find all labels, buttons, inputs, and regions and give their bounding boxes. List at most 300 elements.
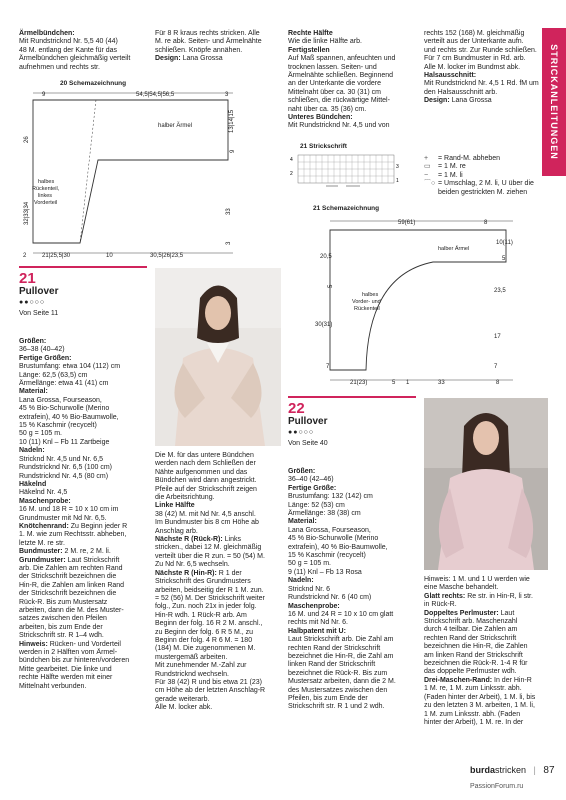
text-line [155, 511, 287, 519]
schematic-20-drawing [18, 75, 268, 265]
dim-label: 30,5|26|23,5 [150, 253, 184, 259]
text-run: Stricknd Nr. 4,5 und Nr. 6,5 [19, 455, 104, 463]
from-page: Von Seite 11 [19, 310, 59, 317]
text-run: verteilt über die R zun. = 50 (54) M. [155, 552, 265, 560]
text-run: bezeichnet die Hin-R, die Zahl am [288, 652, 394, 660]
text-line [288, 544, 420, 552]
text-line [155, 544, 287, 552]
legend-symbol [424, 189, 438, 197]
pattern-22-text [288, 468, 420, 712]
row-label: 3 [396, 164, 399, 171]
pattern-22-header [288, 396, 416, 448]
text-line [288, 569, 420, 577]
schematic-21-drawing [288, 200, 528, 390]
text-run: letzte M. re str. [19, 539, 65, 547]
text-run: am linken Rand der Strickschrift [424, 651, 523, 659]
text-line [424, 643, 548, 651]
text-line [155, 477, 287, 485]
text-run: Im Bundmuster bis 8 cm Höhe ab [155, 519, 259, 527]
text-run: = 52 (56) M. Der Strickschrift weiter [155, 594, 265, 602]
text-run: Brustumfang: 132 (142) cm [288, 493, 373, 501]
text-run: Re str. in Hin-R, li str. [467, 592, 533, 600]
text-run: arbeiten, bis zum Ende der [19, 623, 103, 631]
text-line [19, 388, 151, 396]
text-line [19, 473, 151, 481]
text-run: arbeiten, beidseitig der R 1 M. zun. [155, 586, 264, 594]
legend-item [424, 180, 546, 188]
text-heading: Halsausschnitt: [424, 72, 477, 80]
text-line [19, 55, 149, 63]
dim-label: 10(11) [496, 240, 513, 246]
text-run: 15 % Kaschmir (recycelt) [288, 552, 366, 560]
text-line [19, 430, 151, 438]
text-run: Zu Beginn jeder R [70, 522, 128, 530]
text-line [19, 615, 151, 623]
text-heading: Material: [288, 518, 317, 526]
dim-label: 33 [438, 380, 445, 386]
text-line [424, 89, 544, 97]
text-line [155, 654, 287, 662]
text-run: Lana Grossa, Fourseason, [19, 396, 102, 404]
text-run: (184) M. Die zugenommenen M. [155, 645, 256, 653]
text-run: werden nach dem Schließen der [155, 460, 256, 468]
text-line [288, 55, 418, 63]
text-heading: Größen: [288, 468, 316, 475]
text-line [424, 601, 548, 609]
text-run: den Halsausschnitt arb. [424, 88, 498, 96]
text-run: bezeichnet die Rück-R. Bis zum [288, 669, 388, 677]
text-line [288, 518, 420, 526]
legend-item [424, 189, 546, 197]
text-line [288, 527, 420, 535]
text-run: 36–40 (42–46) [288, 476, 334, 484]
schematic-20-title: 20 Schemazeichnung [60, 80, 127, 87]
text-heading: Nächste R (Hin-R): [155, 569, 219, 577]
legend-symbol: + [424, 155, 429, 162]
text-line [155, 679, 287, 687]
text-line [424, 97, 544, 105]
text-line [424, 30, 544, 38]
text-line [155, 561, 287, 569]
text-line [19, 338, 151, 346]
dim-label: 59(61) [398, 220, 416, 226]
text-run: 50 g = 105 m. [19, 430, 63, 438]
text-run: Mit Rundstricknd Nr. 4,5 und von [288, 122, 390, 130]
text-run: Ärmellänge: etwa 41 (41) cm [19, 380, 109, 388]
text-line [155, 662, 287, 670]
text-heading: Bundmuster: [19, 548, 65, 556]
legend-item [424, 172, 546, 180]
text-line [19, 590, 151, 598]
text-run: Hin-R, die Zahlen am linken Rand [19, 581, 125, 589]
text-line [155, 486, 287, 494]
text-run: M. re abk. Seiten- und Ärmelnähte [155, 38, 262, 46]
text-line [288, 636, 420, 644]
pattern-21-text [19, 338, 151, 691]
text-line [155, 47, 285, 55]
header-rule [19, 266, 147, 268]
text-line [19, 573, 151, 581]
text-line [19, 641, 151, 649]
text-line [19, 565, 151, 573]
text-run: werden in 2 Hälften vom Ärmel- [19, 649, 118, 657]
text-line [424, 677, 548, 685]
legend-text: = Umschlag, 2 M. li, U über die [438, 180, 534, 188]
dim-label: 33 [226, 208, 232, 215]
text-line [155, 570, 287, 578]
text-heading: Hinweis: [19, 640, 50, 648]
dim-label: 8 [496, 380, 500, 386]
text-heading: Nadeln: [19, 447, 45, 455]
finishing-text-20 [155, 30, 285, 64]
text-line [19, 540, 151, 548]
text-line [424, 47, 544, 55]
dim-label: 21|25,5|30 [42, 253, 71, 259]
text-run: Mit Rundstricknd Nr. 5,5 40 (44) [19, 38, 118, 46]
text-line [19, 624, 151, 632]
dim-label: 23,5 [494, 288, 506, 294]
text-run: Rundstricknd Nr. 6,5 (100 cm) [19, 464, 112, 472]
text-heading: Halbpatent mit U: [288, 627, 346, 635]
text-heading: Maschenprobe: [288, 602, 340, 610]
text-heading: Doppeltes Perlmuster: [424, 609, 501, 617]
text-line [19, 666, 151, 674]
text-run: Ärmelbündchen gleichmäßig verteilt [19, 55, 131, 63]
text-heading: Knötchenrand: [19, 522, 71, 530]
text-run: bezeichnen die Hin-R, die Zahlen [424, 643, 528, 651]
text-run: Laut Strickschrift [67, 556, 120, 564]
right-half-text [288, 30, 418, 131]
text-line [288, 38, 418, 46]
sleeve-cuff-text [19, 30, 149, 72]
dim-label: 10 [106, 253, 113, 259]
photo-pullover-21-image [155, 268, 281, 446]
text-line [19, 30, 149, 38]
pattern-title: Pullover [288, 416, 328, 427]
text-run: arbeiten, dann die M. des Muster- [19, 607, 124, 614]
text-run: rechten Rand der Strickschrift [288, 644, 381, 652]
difficulty-rating: ●●○○○ [19, 299, 46, 306]
text-run: folg., Zun. noch 21x in jeder folg. [155, 603, 257, 611]
dim-label: 30(31) [315, 322, 333, 328]
legend-symbol: ⌒○ [424, 180, 436, 188]
sleeve-label: halber Ärmel [438, 246, 470, 252]
text-run: 45 % Bio-Schurwolle (Merino [19, 405, 110, 413]
text-line [424, 652, 548, 660]
text-run: satzes zwischen den Pfeilen [19, 615, 107, 623]
text-run: Für 8 R kraus rechts stricken. Alle [155, 30, 260, 37]
text-run: rechten Rand der Strickschrift [424, 634, 517, 642]
text-run: Alle M. locker abk. [155, 704, 213, 712]
dim-label: 5 [392, 380, 396, 386]
text-run: (Faden hinter der Arbeit), 1 M. li, bis [424, 693, 536, 701]
text-line [288, 80, 418, 88]
text-line [288, 577, 420, 585]
text-line [288, 703, 420, 711]
dim-label: 20,5 [320, 254, 332, 260]
text-line [155, 620, 287, 628]
text-line [288, 645, 420, 653]
text-line [424, 38, 544, 46]
text-line [155, 519, 287, 527]
footer-separator: | [533, 765, 536, 775]
text-run: rechte Hälfte werden mit einer [19, 674, 113, 682]
dim-label: 9 [230, 149, 236, 153]
text-line [155, 603, 287, 611]
section-tab [542, 28, 566, 176]
text-run: eine Masche behandelt. [424, 584, 499, 592]
text-heading: Häkelnd [19, 480, 47, 488]
chart-21-title: 21 Strickschrift [300, 143, 347, 150]
schematic-21-title: 21 Schemazeichnung [313, 205, 380, 212]
sleeve-label: halber Ärmel [158, 123, 193, 129]
text-run: linken Rand der Strickschrift [288, 661, 376, 669]
text-line [288, 114, 418, 122]
text-run: Laut Strickschrift arb. Die Zahl am [288, 636, 394, 644]
text-line [19, 557, 151, 565]
body-label-1: halbes [38, 179, 55, 185]
text-heading: Design: [155, 55, 183, 63]
text-line [155, 460, 287, 468]
from-page: Von Seite 40 [288, 440, 328, 447]
text-line [19, 64, 149, 72]
text-heading: Fertigstellen [288, 46, 330, 54]
text-heading: Nadeln: [288, 577, 314, 585]
text-line [155, 494, 287, 502]
text-heading: Ärmelbündchen: [19, 30, 75, 37]
text-run: arb. Die Zahlen am rechten Rand [19, 564, 123, 572]
text-line [19, 489, 151, 497]
text-line [19, 582, 151, 590]
text-run: des Mustersatzes zwischen den [288, 686, 388, 694]
text-run: Für 7 cm Bundmuster in Rd. arb. [424, 55, 526, 63]
text-run: an der Unterkante die vordere [288, 80, 381, 88]
text-run: rechts mit Nd Nr. 6. [288, 619, 348, 627]
text-heading: Fertige Größen: [19, 354, 72, 362]
text-run: der Strickschrift bezeichnen die [19, 590, 117, 598]
dim-label: 5 [502, 256, 506, 262]
text-run: Ärmellänge: 38 (38) cm [288, 510, 361, 518]
text-line [288, 97, 418, 105]
text-run: bezeichnen die Rück-R. 1-4 R für [424, 660, 528, 668]
text-line [155, 696, 287, 704]
text-run: Rundstricknd Nr. 4,5 (80 cm) [19, 472, 109, 480]
text-line [424, 576, 548, 584]
text-run: gerade weiterarb. [155, 695, 210, 703]
text-heading: Grundmuster: [19, 556, 68, 564]
text-heading: Linke Hälfte [155, 502, 195, 510]
body-label-3: linkes [38, 193, 53, 199]
text-line [288, 695, 420, 703]
text-heading: Nächste R (Rück-R): [155, 536, 225, 544]
chart-21-grid [288, 151, 418, 191]
text-run: Mit Rundstricknd Nr. 4,5 1 Rd. fM um [424, 80, 539, 88]
text-heading: Rechte Hälfte [288, 30, 333, 37]
text-run: 16 M. und 24 R = 10 x 10 cm glatt [288, 610, 394, 618]
body-label-3: Rückenteil [354, 306, 380, 312]
text-line [155, 587, 287, 595]
dim-label: 8 [484, 220, 488, 226]
dim-label: 5 [328, 284, 334, 288]
text-line [288, 485, 420, 493]
text-run: Beginn der folg. 16 R 2 M. anschl., [155, 620, 263, 628]
dim-label: 7 [326, 364, 330, 370]
text-line [424, 719, 548, 727]
text-line [288, 628, 420, 636]
body-label-1: halbes [362, 292, 379, 298]
text-run: Anschlag arb. [155, 527, 198, 535]
pattern-number: 21 [19, 270, 36, 287]
text-run: das doppelte Perlmuster wdh. [424, 668, 517, 676]
text-run: hinter der Arbeit), 1 M. re. In der [424, 718, 524, 726]
legend-symbol: − [424, 171, 429, 179]
text-run: Die M. für das untere Bündchen [155, 452, 254, 459]
text-run: R 1 der [218, 569, 242, 577]
text-line [424, 660, 548, 668]
text-run: Für 38 (42) R und bis etwa 21 (23) [155, 678, 262, 686]
text-line [19, 346, 151, 354]
text-line [288, 653, 420, 661]
body-label-4: Vorderteil [34, 200, 58, 206]
row-label: 4 [290, 157, 293, 164]
text-line [288, 687, 420, 695]
magazine-brand: burdastricken [470, 765, 527, 775]
text-run: Länge: 62,5 (63,5) cm [19, 371, 88, 379]
text-line [19, 363, 151, 371]
section-tab-label: STRICKANLEITUNGEN [549, 44, 560, 160]
header-rule [288, 396, 416, 398]
text-run: Lana Grossa, Fourseason, [288, 526, 371, 534]
text-line [288, 476, 420, 484]
text-run: Hin-R wdh. 1 Rück-R arb. Am [155, 611, 247, 619]
watermark: PassionForum.ru [470, 783, 524, 790]
text-run: verteilt aus der Unterkante aufn. [424, 38, 524, 46]
text-run: Bündchen wird dann angestrickt. [155, 477, 257, 485]
photo-pullover-22-image [424, 398, 548, 570]
difficulty-rating: ●●○○○ [288, 429, 315, 436]
text-heading: Unteres Bündchen: [288, 114, 353, 122]
photo-pullover-21 [155, 268, 281, 446]
text-run: rechts 152 (168) M. gleichmäßig [424, 30, 525, 37]
text-line [19, 447, 151, 455]
text-run: schließen, die rückwärtige Mittel- [288, 97, 390, 105]
text-line [19, 683, 151, 691]
dim-label: 7 [494, 364, 498, 370]
text-run: 45 % Bio-Schurwolle (Merino [288, 535, 379, 543]
text-line [288, 106, 418, 114]
text-line [19, 607, 151, 615]
text-run: Lana Grossa [182, 55, 223, 63]
text-line [19, 498, 151, 506]
legend-text: = 1 M. li [438, 171, 463, 179]
pattern-21-instructions [155, 452, 287, 713]
text-line [155, 502, 287, 510]
text-line [19, 523, 151, 531]
dim-label: 3 [225, 92, 229, 98]
text-run: Alle M. locker im Bundmst abk. [424, 63, 521, 71]
row-label: 2 [290, 171, 293, 178]
text-line [288, 560, 420, 568]
text-line [288, 586, 420, 594]
text-run: Laut [500, 609, 515, 617]
text-heading: Glatt rechts: [424, 592, 468, 600]
text-run: Zu Nd Nr. 6,5 wechseln. [155, 561, 230, 569]
text-line [155, 629, 287, 637]
photo-pullover-22 [424, 398, 548, 570]
text-run: 1 M. re, 1 M. zum Linksstr. abh. [424, 685, 522, 693]
body-label-2: Rückenteil, [32, 186, 60, 192]
text-run: 9 (11) Knl – Fb 13 Rosa [288, 568, 362, 576]
text-run: Pfeile auf der Strickschrift zeigen [155, 485, 257, 493]
text-run: Häkelnd Nr. 4,5 [19, 489, 68, 497]
text-run: Strickschrift arb. Maschenzahl [424, 618, 518, 626]
text-run: Mit zunehmender M.-Zahl zur [155, 662, 247, 670]
legend-symbol: ▭ [424, 163, 431, 171]
legend-text: = Rand-M. abheben [438, 155, 501, 162]
text-run: bündchen bis zur hinteren/vorderen [19, 657, 130, 665]
text-line [424, 702, 548, 710]
text-run: stricken., dabei 12 M. gleichmäßig [155, 544, 262, 552]
text-run: Mustersatz arbeiten, dann die 2 M. [288, 678, 396, 686]
text-heading: Drei-Maschen-Rand: [424, 676, 495, 684]
text-line [155, 528, 287, 536]
text-line [424, 610, 548, 618]
page-footer [470, 766, 555, 775]
legend-text: = 1 M. re [438, 163, 466, 171]
text-line [288, 468, 420, 476]
text-line [19, 439, 151, 447]
text-line [288, 493, 420, 501]
text-line [155, 553, 287, 561]
text-line [424, 711, 548, 719]
text-line [155, 469, 287, 477]
dim-label: 54,5|54,5|56,5 [136, 92, 175, 98]
text-line [19, 481, 151, 489]
text-line [155, 55, 285, 63]
text-line [288, 502, 420, 510]
text-heading: Material: [19, 388, 48, 396]
text-line [155, 645, 287, 653]
text-line [288, 594, 420, 602]
pattern-title: Pullover [19, 286, 59, 297]
text-run: Grundmuster mit Nd Nr. 6,5. [19, 514, 107, 522]
text-line [19, 47, 149, 55]
text-line [19, 632, 151, 640]
text-line [19, 456, 151, 464]
pattern-number: 22 [288, 400, 305, 417]
text-run: Ärmelnähte schließen. Beginnend [288, 72, 394, 80]
text-run: zu den letzten 3 M. arbeiten, 1 M. li, [424, 702, 535, 710]
text-line [19, 649, 151, 657]
chart-21 [288, 143, 418, 193]
text-run: extrafein), 40 % Bio-Baumwolle, [288, 543, 388, 551]
text-run: Rück-R. Bis zum Mustersatz [19, 598, 108, 606]
text-run: Mittelnaht über ca. 30 (31) cm [288, 88, 381, 96]
dim-label: 17 [494, 334, 501, 340]
text-run: trocknen lassen. Seiten- und [288, 63, 377, 71]
text-heading: Größen: [19, 338, 47, 345]
text-line [19, 531, 151, 539]
text-line [288, 510, 420, 518]
text-run: Länge: 52 (53) cm [288, 501, 345, 509]
text-heading: Fertige Größe: [288, 484, 337, 492]
text-run: extrafein), 40 % Bio-Baumwolle, [19, 413, 119, 421]
text-run: Strickschrift des Grundmusters [155, 578, 251, 586]
text-line [19, 674, 151, 682]
text-line [155, 595, 287, 603]
chart-21-legend [424, 155, 546, 197]
text-run: Auf Maß spannen, anfeuchten und [288, 55, 396, 63]
